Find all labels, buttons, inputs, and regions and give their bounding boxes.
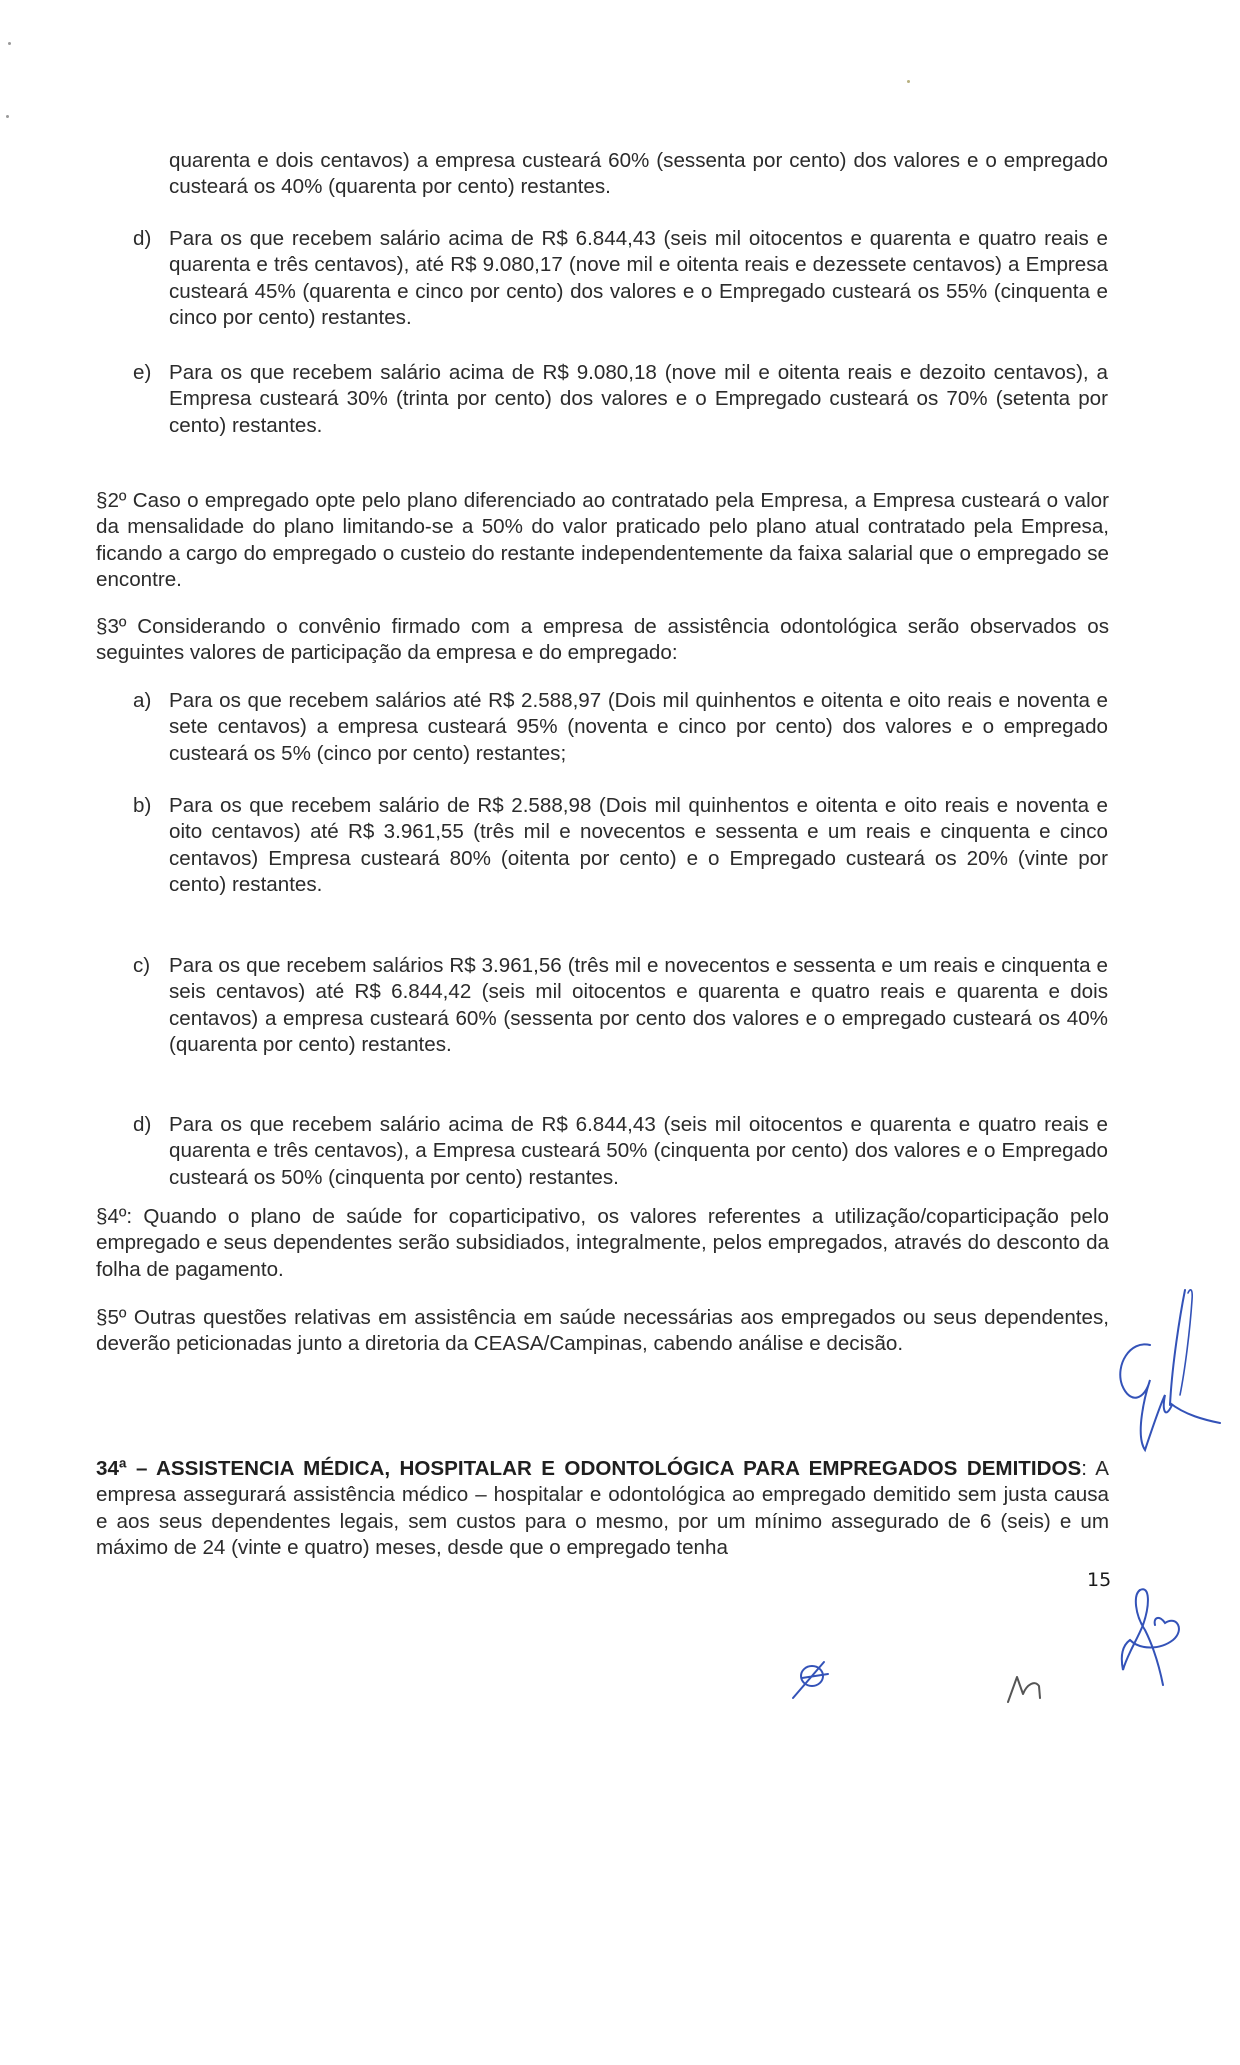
signature-icon (1110, 1285, 1230, 1460)
item-text: Para os que recebem salários até R$ 2.588,97 (Dois mil quinhentos e oitenta e oito reais e noventa e sete centavos) a empresa custeará 95% (noventa e cinco por cento) dos valores e o empregado custeará os 5% (cinco por cento) restantes; (169, 689, 1108, 765)
dental-item-d (133, 1112, 1108, 1191)
page-number: 15 (1087, 1569, 1112, 1591)
dental-item-b (133, 793, 1108, 899)
signature-initials-left (790, 1658, 835, 1703)
item-label: e) (133, 361, 152, 384)
clause-34-separator: : (1081, 1457, 1087, 1480)
item-text: Para os que recebem salário acima de R$ 9.080,18 (nove mil e oitenta reais e dezoito centavos), a Empresa custeará 30% (trinta por cento) dos valores e o Empregado custeará os 70% (setenta por cento) restantes. (169, 361, 1108, 437)
item-label: b) (133, 794, 152, 817)
item-label: c) (133, 954, 151, 977)
continuation-paragraph: quarenta e dois centavos) a empresa custeará 60% (sessenta por cento) dos valores e o empregado custeará os 40% (quarenta por cento) restantes. (169, 149, 1108, 199)
paragraph-2: §2º Caso o empregado opte pelo plano diferenciado ao contratado pela Empresa, a Empresa custeará o valor da mensalidade do plano limitando-se a 50% do valor praticado pelo plano atual contratado pela Empresa, ficando a cargo do empregado o custeio do restante independentemente da faixa salarial que o empregado se encontre. (96, 489, 1109, 592)
signature-icon (1005, 1672, 1050, 1707)
clause-34 (96, 1456, 1109, 1562)
signature-initials-middle (1005, 1672, 1050, 1707)
item-text: Para os que recebem salário acima de R$ 6.844,43 (seis mil oitocentos e quarenta e quatro reais e quarenta e três centavos), a Empresa custeará 50% (cinquenta por cento) dos valores e o Empregado custeará os 50% (cinquenta por cento) restantes. (169, 1113, 1108, 1189)
clause-34-heading: 34ª – ASSISTENCIA MÉDICA, HOSPITALAR E ODONTOLÓGICA PARA EMPREGADOS DEMITIDOS (96, 1457, 1082, 1480)
signature-icon (1115, 1585, 1190, 1690)
health-item-d (133, 226, 1108, 332)
item-text: Para os que recebem salário de R$ 2.588,98 (Dois mil quinhentos e oitenta e oito reais e noventa e oito centavos) até R$ 3.961,55 (três mil e novecentos e sessenta e um reais e cinquenta e cinco centavos) Empresa custeará 80% (oitenta por cento) e o Empregado custeará os 20% (vinte por cento) restantes. (169, 794, 1108, 897)
paragraph-3: §3º Considerando o convênio firmado com a empresa de assistência odontológica serão observados os seguintes valores de participação da empresa e do empregado: (96, 615, 1109, 665)
item-text: Para os que recebem salários R$ 3.961,56 (três mil e novecentos e sessenta e um reais e cinquenta e seis centavos) até R$ 6.844,42 (seis mil oitocentos e quarenta e quatro reais e quarenta e dois centavos) a empresa custeará 60% (sessenta por cento dos valores e o empregado custeará os 40% (quarenta por cento) restantes. (169, 954, 1108, 1057)
signature-initials-right-margin (1110, 1285, 1230, 1460)
clause-34-body: A empresa assegurará assistência médico – hospitalar e odontológica ao empregado demitido sem justa causa e aos seus dependentes legais, sem custos para o mesmo, por um mínimo assegurado de 6 (seis) e um máximo de 24 (vinte e quatro) meses, desde que o empregado tenha (96, 1457, 1110, 1560)
item-label: d) (133, 227, 152, 250)
item-label: a) (133, 689, 152, 712)
scan-speck (8, 42, 11, 45)
health-item-e (133, 360, 1108, 439)
signature-initials-right (1115, 1585, 1190, 1690)
scan-speck (6, 115, 9, 118)
scan-speck (907, 80, 910, 83)
paragraph-4: §4º: Quando o plano de saúde for coparticipativo, os valores referentes a utilização/coparticipação pelo empregado e seus dependentes serão subsidiados, integralmente, pelos empregados, através do desconto da folha de pagamento. (96, 1205, 1109, 1281)
item-label: d) (133, 1113, 152, 1136)
signature-icon (790, 1658, 835, 1703)
dental-item-c (133, 953, 1108, 1059)
item-text: Para os que recebem salário acima de R$ 6.844,43 (seis mil oitocentos e quarenta e quatro reais e quarenta e três centavos), até R$ 9.080,17 (nove mil e oitenta reais e dezessete centavos) a Empresa custeará 45% (quarenta e cinco por cento) dos valores e o Empregado custeará os 55% (cinquenta e cinco por cento) restantes. (169, 227, 1108, 330)
dental-item-a (133, 688, 1108, 767)
paragraph-5: §5º Outras questões relativas em assistência em saúde necessárias aos empregados ou seus dependentes, deverão peticionadas junto a diretoria da CEASA/Campinas, cabendo análise e decisão. (96, 1306, 1109, 1356)
